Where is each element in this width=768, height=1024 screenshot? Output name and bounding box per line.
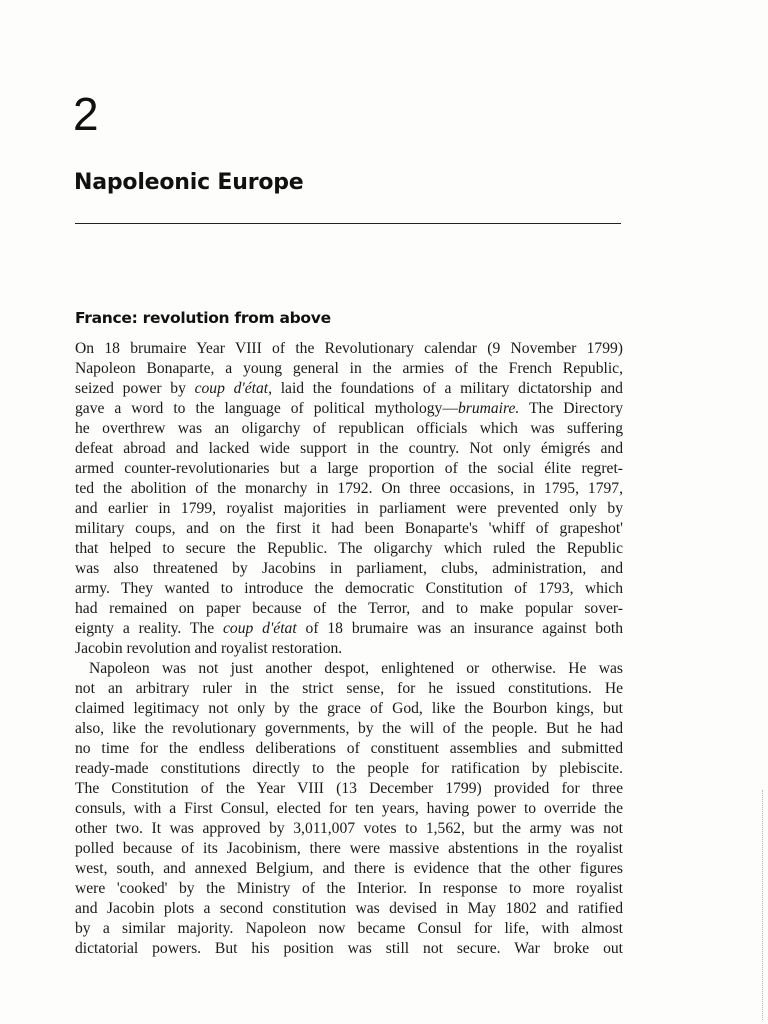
- text-line: dictatorial powers. But his position was still not secure. War broke out: [75, 940, 623, 957]
- title-divider: [75, 223, 621, 224]
- text-line: The Constitution of the Year VIII (13 December 1799) provided for three: [75, 780, 623, 797]
- text-line: army. They wanted to introduce the democratic Constitution of 1793, which: [75, 580, 623, 597]
- text-line: military coups, and on the first it had been Bonaparte's 'whiff of grapeshot': [75, 520, 623, 537]
- text-line: consuls, with a First Consul, elected for ten years, having power to override the: [75, 800, 623, 817]
- section-heading: France: revolution from above: [75, 309, 331, 327]
- page-edge-marks: [762, 790, 766, 1020]
- text-line: also, like the revolutionary governments, by the will of the people. But he had: [75, 720, 623, 737]
- text-line: gave a word to the language of political mythology—brumaire. The Directory: [75, 400, 623, 417]
- text-line: eignty a reality. The coup d'état of 18 brumaire was an insurance against both: [75, 620, 623, 637]
- text-line: claimed legitimacy not only by the grace of God, like the Bourbon kings, but: [75, 700, 623, 717]
- text-line: polled because of its Jacobinism, there were massive abstentions in the royalist: [75, 840, 623, 857]
- text-line: that helped to secure the Republic. The oligarchy which ruled the Republic: [75, 540, 623, 557]
- text-line: Napoleon was not just another despot, enlightened or otherwise. He was: [89, 660, 623, 677]
- text-line: other two. It was approved by 3,011,007 votes to 1,562, but the army was not: [75, 820, 623, 837]
- chapter-number: 2: [73, 88, 99, 140]
- text-line: defeat abroad and lacked wide support in the country. Not only émigrés and: [75, 440, 623, 457]
- text-line: had remained on paper because of the Terror, and to make popular sover-: [75, 600, 623, 617]
- text-line: Jacobin revolution and royalist restoration.: [75, 640, 343, 657]
- text-line: west, south, and annexed Belgium, and there is evidence that the other figures: [75, 860, 623, 877]
- text-line: and Jacobin plots a second constitution was devised in May 1802 and ratified: [75, 900, 623, 917]
- text-line: Napoleon Bonaparte, a young general in the armies of the French Republic,: [75, 360, 623, 377]
- text-line: ready-made constitutions directly to the people for ratification by plebiscite.: [75, 760, 623, 777]
- text-line: he overthrew was an oligarchy of republican officials which was suffering: [75, 420, 623, 437]
- text-line: no time for the endless deliberations of constituent assemblies and submitted: [75, 740, 623, 757]
- text-line: was also threatened by Jacobins in parliament, clubs, administration, and: [75, 560, 623, 577]
- text-line: not an arbitrary ruler in the strict sense, for he issued constitutions. He: [75, 680, 623, 697]
- text-line: were 'cooked' by the Ministry of the Interior. In response to more royalist: [75, 880, 623, 897]
- text-line: by a similar majority. Napoleon now became Consul for life, with almost: [75, 920, 623, 937]
- text-line: seized power by coup d'état, laid the foundations of a military dictatorship and: [75, 380, 623, 397]
- body-text: [75, 339, 623, 959]
- chapter-title: Napoleonic Europe: [74, 170, 304, 195]
- paragraph-1: [75, 339, 623, 659]
- paragraph-2: [75, 659, 623, 959]
- text-line: and earlier in 1799, royalist majorities in parliament were prevented only by: [75, 500, 623, 517]
- text-line: ted the abolition of the monarchy in 1792. On three occasions, in 1795, 1797,: [75, 480, 623, 497]
- text-line: On 18 brumaire Year VIII of the Revolutionary calendar (9 November 1799): [75, 340, 623, 357]
- text-line: armed counter-revolutionaries but a large proportion of the social élite regret-: [75, 460, 623, 477]
